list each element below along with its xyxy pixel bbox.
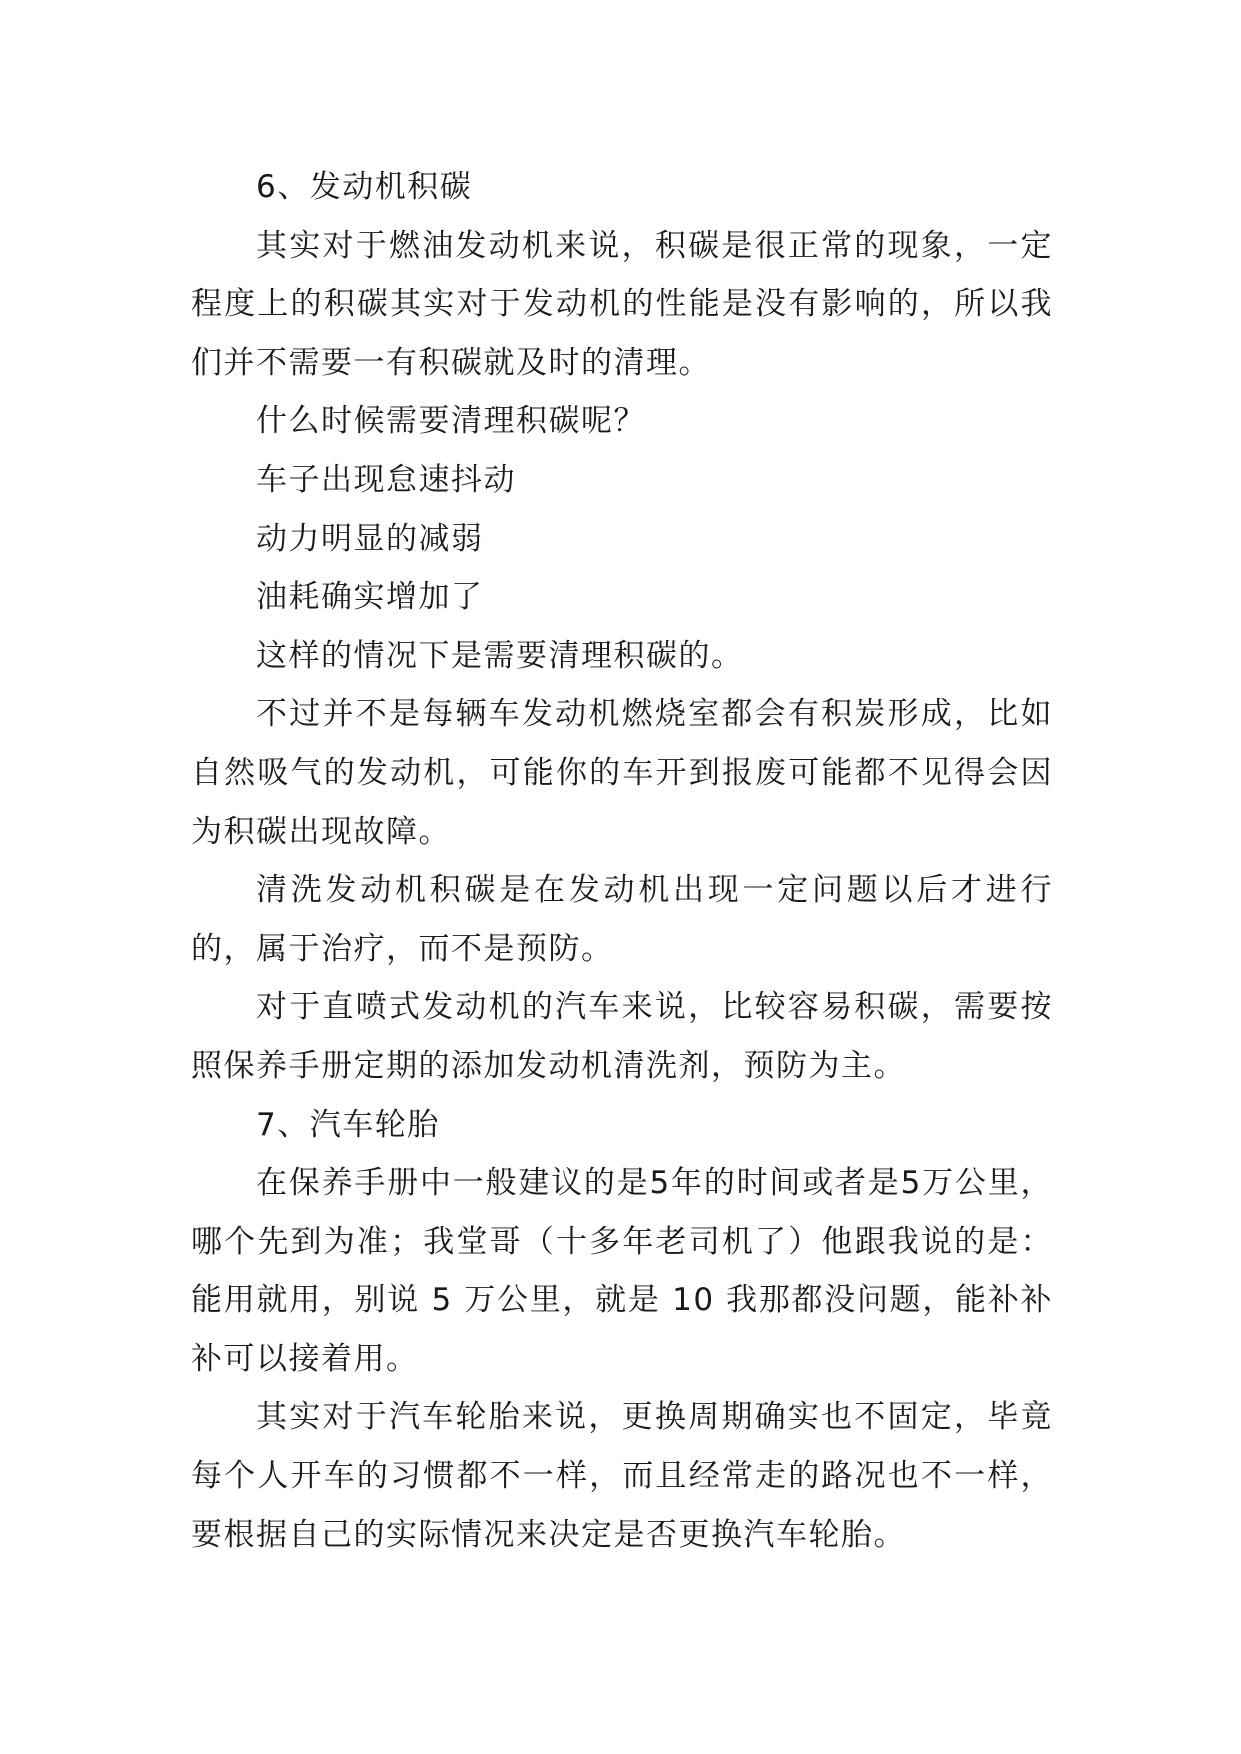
paragraph: 其实对于燃油发动机来说，积碳是很正常的现象，一定程度上的积碳其实对于发动机的性能是没有影响的，所以我们并不需要一有积碳就及时的清理。 (191, 227, 1053, 381)
paragraph: 对于直喷式发动机的汽车来说，比较容易积碳，需要按照保养手册定期的添加发动机清洗剂，预防为主。 (191, 989, 1053, 1084)
paragraph: 这样的情况下是需要清理积碳的。 (256, 637, 744, 674)
paragraph: 什么时候需要清理积碳呢？ (256, 403, 646, 440)
paragraph: 动力明显的减弱 (256, 520, 484, 557)
section-heading-6: 6、发动机积碳 (256, 169, 473, 205)
document-body (191, 158, 1053, 1564)
paragraph: 在保养手册中一般建议的是5年的时间或者是5万公里，哪个先到为准；我堂哥（十多年老司机了）他跟我说的是：能用就用，别说 5 万公里，就是 10 我那都没问题，能补补补可以接着用。 (191, 1165, 1053, 1377)
paragraph: 不过并不是每辆车发动机燃烧室都会有积炭形成，比如自然吸气的发动机，可能你的车开到报废可能都不见得会因为积碳出现故障。 (191, 696, 1053, 850)
section-heading-7: 7、汽车轮胎 (256, 1106, 440, 1143)
paragraph: 油耗确实增加了 (256, 579, 484, 616)
paragraph: 其实对于汽车轮胎来说，更换周期确实也不固定，毕竟每个人开车的习惯都不一样，而且经常走的路况也不一样，要根据自己的实际情况来决定是否更换汽车轮胎。 (191, 1399, 1053, 1553)
paragraph: 清洗发动机积碳是在发动机出现一定问题以后才进行的，属于治疗，而不是预防。 (191, 872, 1053, 967)
paragraph: 车子出现怠速抖动 (256, 461, 516, 498)
